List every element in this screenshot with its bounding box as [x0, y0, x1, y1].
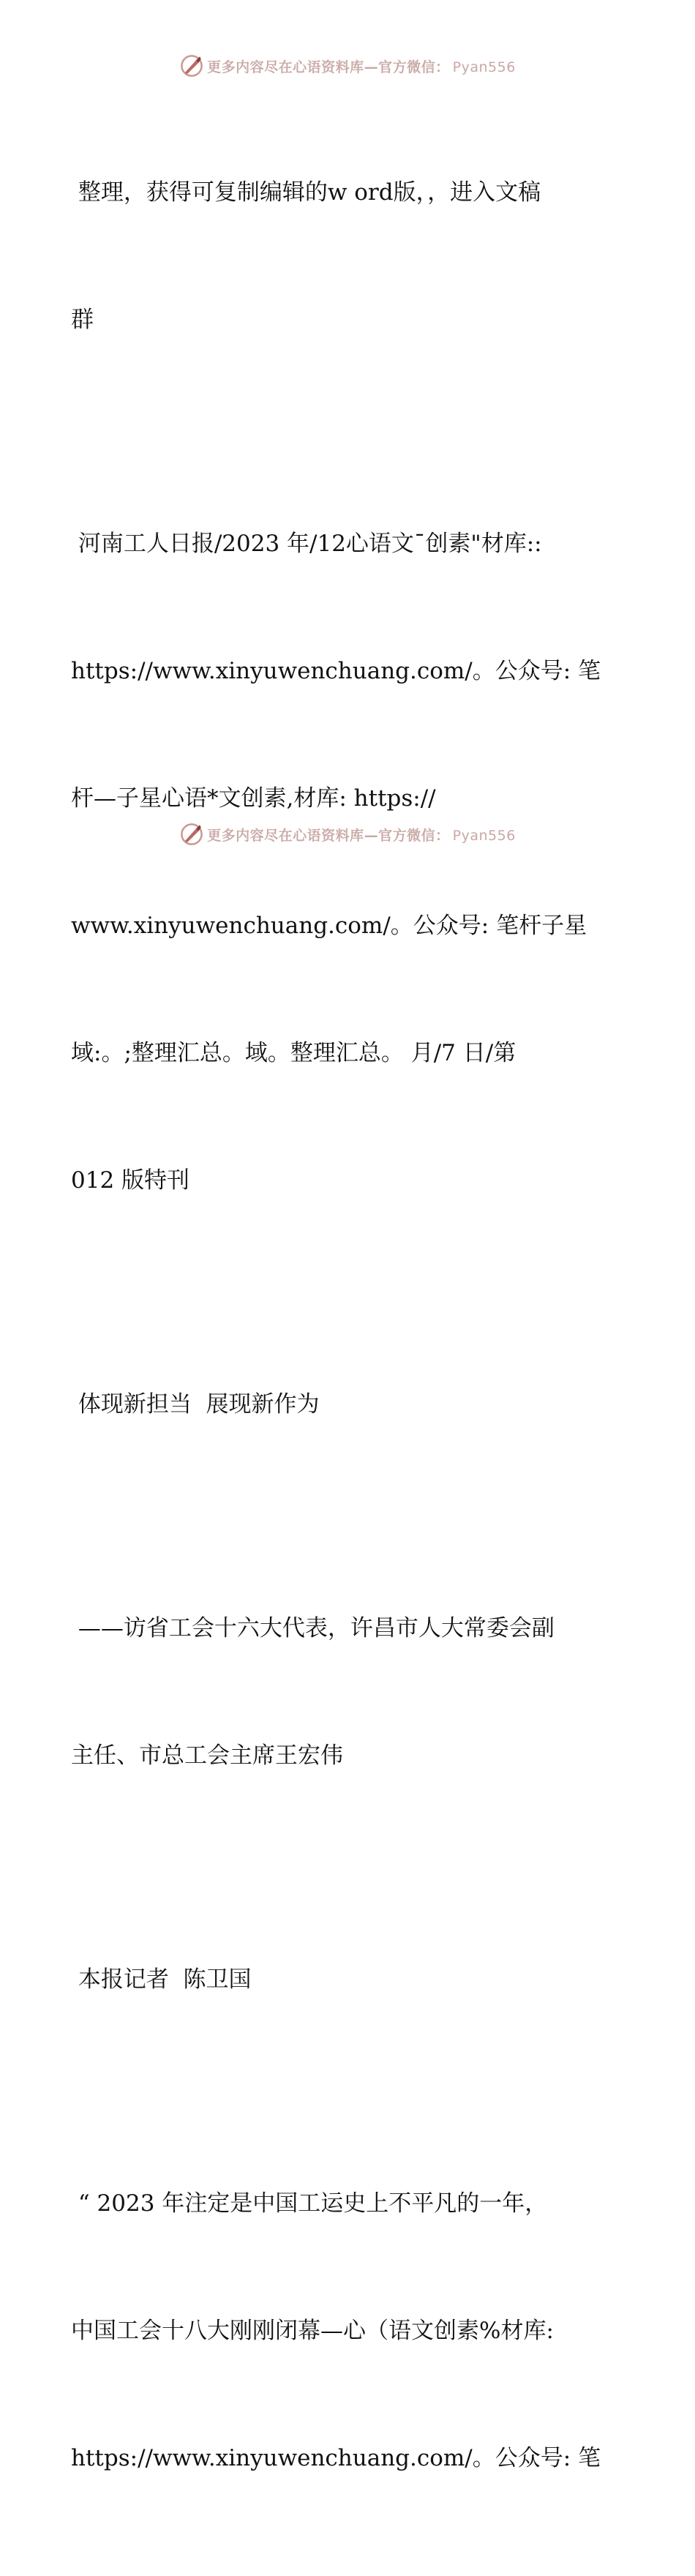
text-line: 域:。;整理汇总。域。整理汇总。 月/7 日/第 [71, 1040, 516, 1066]
text-line: https://www.xinyuwenchuang.com/。公众号: 笔 [71, 2445, 601, 2471]
source-paragraph [71, 438, 612, 1287]
text-line: www.xinyuwenchuang.com/。公众号: 笔杆子星 [71, 913, 587, 939]
footer-watermark [0, 820, 695, 849]
intro-paragraph [71, 86, 612, 426]
text-line: 中国工会十八大刚刚闭幕—心（语文创素%材库: [71, 2318, 554, 2344]
watermark-handle: Pyan556 [452, 59, 516, 75]
watermark-text [207, 56, 516, 76]
text-line: 杆—子星心语*文创素,材库: https:// [71, 785, 436, 812]
text-line: 体现新担当 展现新作为 [71, 1391, 320, 1418]
text-line: 012 版特刊 [71, 1167, 190, 1194]
byline [71, 1873, 612, 2086]
article-subtitle [71, 1522, 612, 1862]
text-line: https://www.xinyuwenchuang.com/。公众号: 笔 [71, 658, 601, 684]
watermark-text [207, 825, 516, 845]
watermark-label: 更多内容尽在心语资料库—官方微信： [207, 59, 450, 75]
article-title [71, 1298, 612, 1510]
text-line: 河南工人日报/2023 年/12心语文¯创素"材库:: [71, 531, 542, 557]
text-line: 主任、市总工会主席王宏伟 [71, 1742, 343, 1769]
watermark-handle: Pyan556 [452, 827, 516, 844]
text-line: 整理，获得可复制编辑的w ord版，，进入文稿 [71, 179, 541, 206]
pen-logo-icon [179, 822, 204, 847]
text-line: 群 [71, 307, 94, 333]
body-paragraph [71, 2097, 612, 2564]
text-line: 本报记者 陈卫国 [71, 1966, 252, 1993]
pen-logo-icon [179, 53, 204, 78]
text-line: ——访省工会十六大代表，许昌市人大常委会副 [71, 1615, 555, 1641]
document-body [71, 86, 612, 2576]
header-watermark [0, 51, 695, 80]
text-line: “ 2023 年注定是中国工运史上不平凡的一年， [71, 2190, 548, 2217]
watermark-label: 更多内容尽在心语资料库—官方微信： [207, 827, 450, 844]
